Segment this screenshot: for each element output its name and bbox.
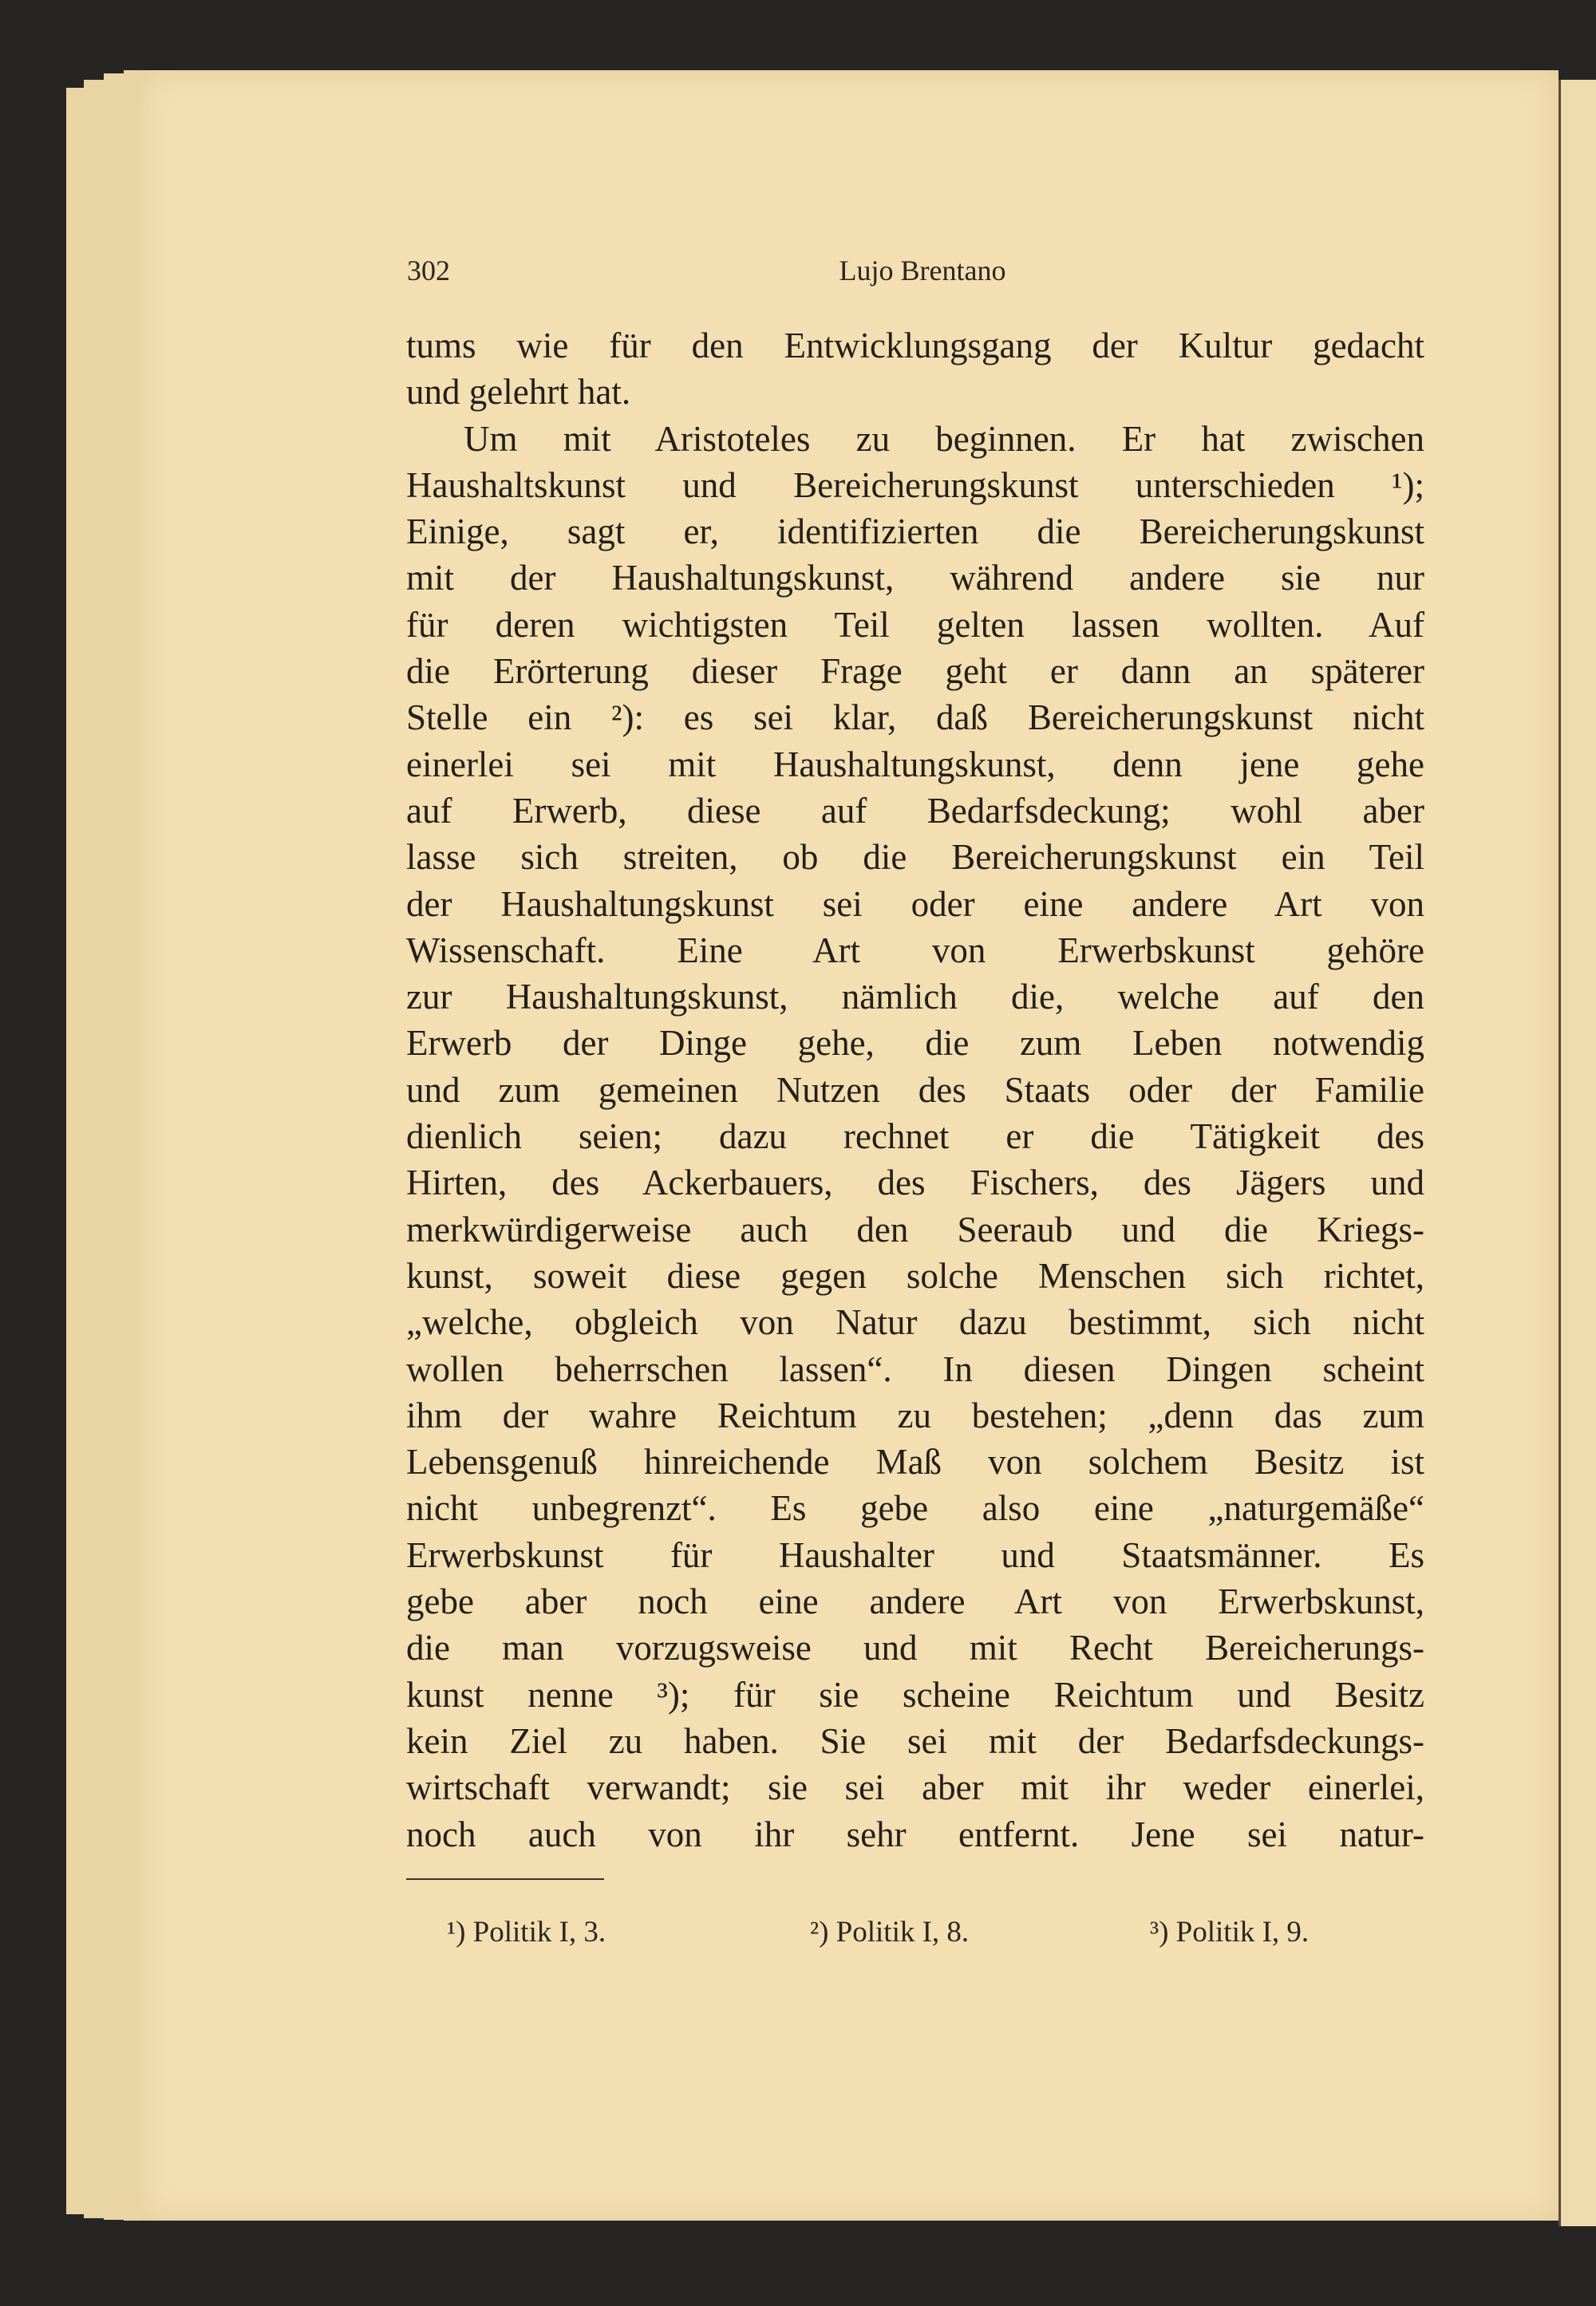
text-line: Um mit Aristoteles zu beginnen. Er hat zwischen xyxy=(464,418,1424,459)
text-line: merkwürdigerweise auch den Seeraub und die Kriegs- xyxy=(406,1209,1424,1250)
text-line: tums wie für den Entwicklungsgang der Kultur gedacht xyxy=(406,326,1424,365)
text-line: Erwerbskunst für Haushalter und Staatsmänner. Es xyxy=(406,1534,1424,1575)
text-line: kunst nenne ³); für sie scheine Reichtum und Besitz xyxy=(406,1674,1424,1715)
footnote-3: ³) Politik I, 9. xyxy=(1150,1916,1310,1949)
text-line: lasse sich streiten, ob die Bereicherungskunst ein Teil xyxy=(406,837,1424,878)
footnote-rule xyxy=(406,1878,604,1880)
page-number: 302 xyxy=(407,255,450,286)
text-line: wollen beherrschen lassen“. In diesen Dingen scheint xyxy=(406,1348,1424,1389)
text-line: für deren wichtigsten Teil gelten lassen wollten. Auf xyxy=(406,604,1424,645)
text-line: kein Ziel zu haben. Sie sei mit der Bedarfsdeckungs- xyxy=(406,1720,1424,1761)
text-line: einerlei sei mit Haushaltungskunst, denn jene gehe xyxy=(406,744,1424,784)
running-head: Lujo Brentano xyxy=(839,255,1006,286)
text-line: dienlich seien; dazu rechnet er die Tätigkeit des xyxy=(406,1116,1424,1157)
text-line: die man vorzugsweise und mit Recht Bereicherungs- xyxy=(406,1628,1424,1668)
text-line: „welche, obgleich von Natur dazu bestimmt, sich nicht xyxy=(406,1302,1424,1343)
footnote-2: ²) Politik I, 8. xyxy=(810,1916,970,1949)
text-line: kunst, soweit diese gegen solche Menschen sich richtet, xyxy=(406,1255,1424,1296)
text-line: noch auch von ihr sehr entfernt. Jene sei natur- xyxy=(406,1814,1424,1854)
text-line: Einige, sagt er, identifizierten die Bereicherungskunst xyxy=(406,511,1424,552)
text-line: auf Erwerb, diese auf Bedarfsdeckung; wohl aber xyxy=(406,790,1424,831)
text-line: die Erörterung dieser Frage geht er dann an späterer xyxy=(406,651,1424,692)
text-line: und gelehrt hat. xyxy=(406,372,631,413)
text-line: nicht unbegrenzt“. Es gebe also eine „naturgemäße“ xyxy=(406,1488,1424,1529)
facing-page-edge xyxy=(1558,80,1596,2226)
text-line: ihm der wahre Reichtum zu bestehen; „denn das zum xyxy=(406,1395,1424,1435)
text-line: zur Haushaltungskunst, nämlich die, welche auf den xyxy=(406,977,1424,1017)
text-line: mit der Haushaltungskunst, während andere sie nur xyxy=(406,558,1424,598)
footnote-1: ¹) Politik I, 3. xyxy=(447,1916,606,1949)
body-text xyxy=(406,322,1424,1858)
text-line: der Haushaltungskunst sei oder eine andere Art von xyxy=(406,883,1424,924)
text-line: Erwerb der Dinge gehe, die zum Leben notwendig xyxy=(406,1023,1424,1064)
text-line: Hirten, des Ackerbauers, des Fischers, des Jägers und xyxy=(406,1163,1424,1203)
text-line: wirtschaft verwandt; sie sei aber mit ihr weder einerlei, xyxy=(406,1767,1424,1808)
text-line: Haushaltskunst und Bereicherungskunst unterschieden ¹); xyxy=(406,464,1424,505)
text-line: gebe aber noch eine andere Art von Erwerbskunst, xyxy=(406,1581,1424,1622)
text-line: Lebensgenuß hinreichende Maß von solchem Besitz ist xyxy=(406,1442,1424,1483)
text-line: Wissenschaft. Eine Art von Erwerbskunst gehöre xyxy=(406,930,1424,970)
text-line: und zum gemeinen Nutzen des Staats oder der Familie xyxy=(406,1069,1424,1110)
text-line: Stelle ein ²): es sei klar, daß Bereicherungskunst nicht xyxy=(406,697,1424,738)
